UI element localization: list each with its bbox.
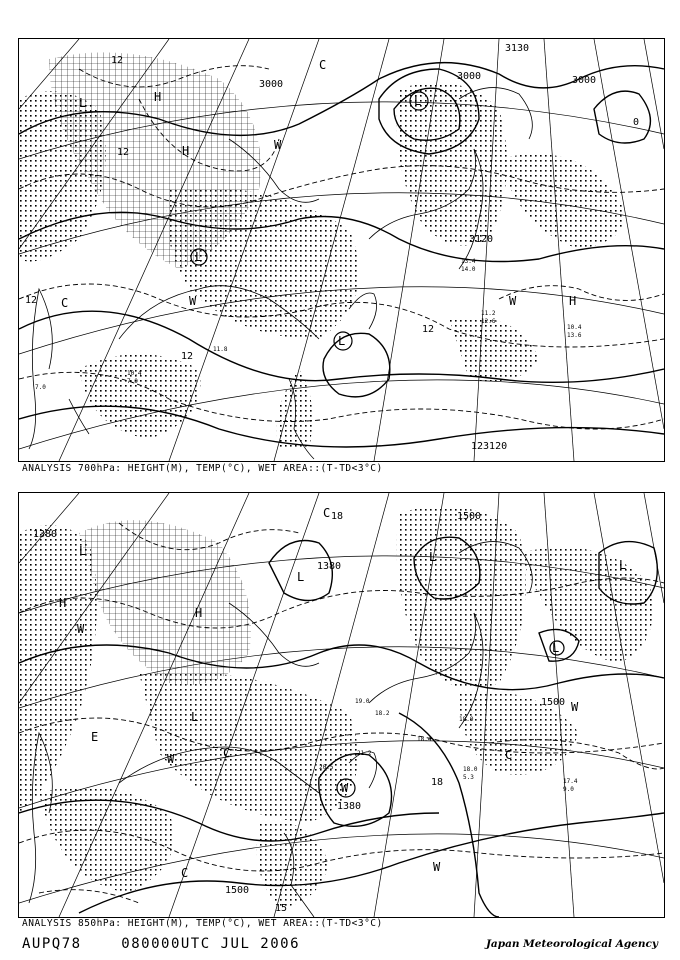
station-value: 13.6 <box>567 332 582 339</box>
station-value: 13.4 <box>461 258 476 265</box>
high-center: H <box>195 606 203 620</box>
station-value: 7.0 <box>127 378 138 385</box>
valid-time: 080000UTC JUL 2006 <box>121 936 301 952</box>
station-value: 18.4 <box>417 736 432 743</box>
warm-center: W <box>509 294 517 308</box>
station-value: 19.0 <box>355 698 370 705</box>
contour-label: 3120 <box>469 234 494 245</box>
station-value: 10.4 <box>567 324 582 331</box>
low-center: L <box>297 570 305 584</box>
station-value: 17.4 <box>563 778 578 785</box>
low-center: L <box>429 550 437 564</box>
warm-center: W <box>571 700 579 714</box>
station-value: 18.0 <box>463 766 478 773</box>
lower-map-canvas <box>19 493 664 917</box>
station-value: 12.6 <box>481 318 496 325</box>
contour-label: 12 <box>181 351 194 362</box>
contour-label: 3000 <box>259 79 284 90</box>
upper-map-caption: ANALYSIS 700hPa: HEIGHT(M), TEMP(°C), WET AREA::(T-TD<3°C) <box>22 463 383 474</box>
low-center: L <box>79 96 87 110</box>
station-value: 9.0 <box>563 786 574 793</box>
upper-map-panel <box>18 38 665 462</box>
east-label: E <box>91 730 99 744</box>
low-center: L <box>195 250 203 264</box>
high-center: H <box>182 144 190 158</box>
station-value: 18.0 <box>459 716 474 723</box>
contour-label: 1380 <box>33 529 58 540</box>
contour-label: 18 <box>431 777 444 788</box>
contour-label: 12 <box>422 324 435 335</box>
low-center: L <box>552 641 560 655</box>
contour-label: 12 <box>117 147 130 158</box>
contour-label: 15 <box>275 903 288 914</box>
station-value: 20.5 <box>319 764 334 771</box>
cold-center: C <box>223 746 231 760</box>
contour-label: 1500 <box>541 697 566 708</box>
contour-label: 0 <box>633 117 640 128</box>
upper-map-canvas <box>19 39 664 461</box>
cold-center: C <box>505 748 513 762</box>
station-value: 21.2 <box>357 750 372 757</box>
contour-label: 3130 <box>505 43 530 54</box>
warm-center: W <box>77 622 85 636</box>
high-center: H <box>59 596 67 610</box>
warm-center: W <box>167 752 175 766</box>
station-value: 14.0 <box>461 266 476 273</box>
contour-label: 12 <box>25 295 38 306</box>
station-value: 18.2 <box>375 710 390 717</box>
contour-label: 3000 <box>572 75 597 86</box>
high-center: H <box>154 90 162 104</box>
lower-map-caption: ANALYSIS 850hPa: HEIGHT(M), TEMP(°C), WET AREA::(T-TD<3°C) <box>22 918 383 929</box>
station-value: 11.2 <box>481 310 496 317</box>
contour-label: 1500 <box>225 885 250 896</box>
contour-label: 1500 <box>457 511 482 522</box>
agency-credit: Japan Meteorological Agency <box>485 938 658 950</box>
contour-label: 18 <box>331 511 344 522</box>
cold-center: C <box>61 296 69 310</box>
high-center: H <box>569 294 577 308</box>
warm-center: W <box>189 294 197 308</box>
station-value: 10.4 <box>127 370 142 377</box>
contour-label: 12 <box>111 55 124 66</box>
low-center: L <box>191 710 199 724</box>
warm-center: W <box>274 138 282 152</box>
cold-center: C <box>319 58 327 72</box>
warm-center: W <box>433 860 441 874</box>
low-center: L <box>338 334 346 348</box>
low-center: L <box>79 544 87 558</box>
cold-center: C <box>181 866 189 880</box>
station-value: 11.8 <box>213 346 228 353</box>
contour-label: 1380 <box>337 801 362 812</box>
warm-center: W <box>341 781 349 795</box>
cold-center: C <box>323 506 331 520</box>
low-center: L <box>414 94 422 108</box>
chart-identifier <box>22 936 300 952</box>
chart-code: AUPQ78 <box>22 936 82 952</box>
low-center: L <box>619 558 627 572</box>
station-value: 7.0 <box>35 384 46 391</box>
lower-map-panel <box>18 492 665 918</box>
contour-label: 1380 <box>317 561 342 572</box>
station-value: 5.3 <box>463 774 474 781</box>
contour-label: 3000 <box>457 71 482 82</box>
contour-label: 123120 <box>471 441 508 452</box>
